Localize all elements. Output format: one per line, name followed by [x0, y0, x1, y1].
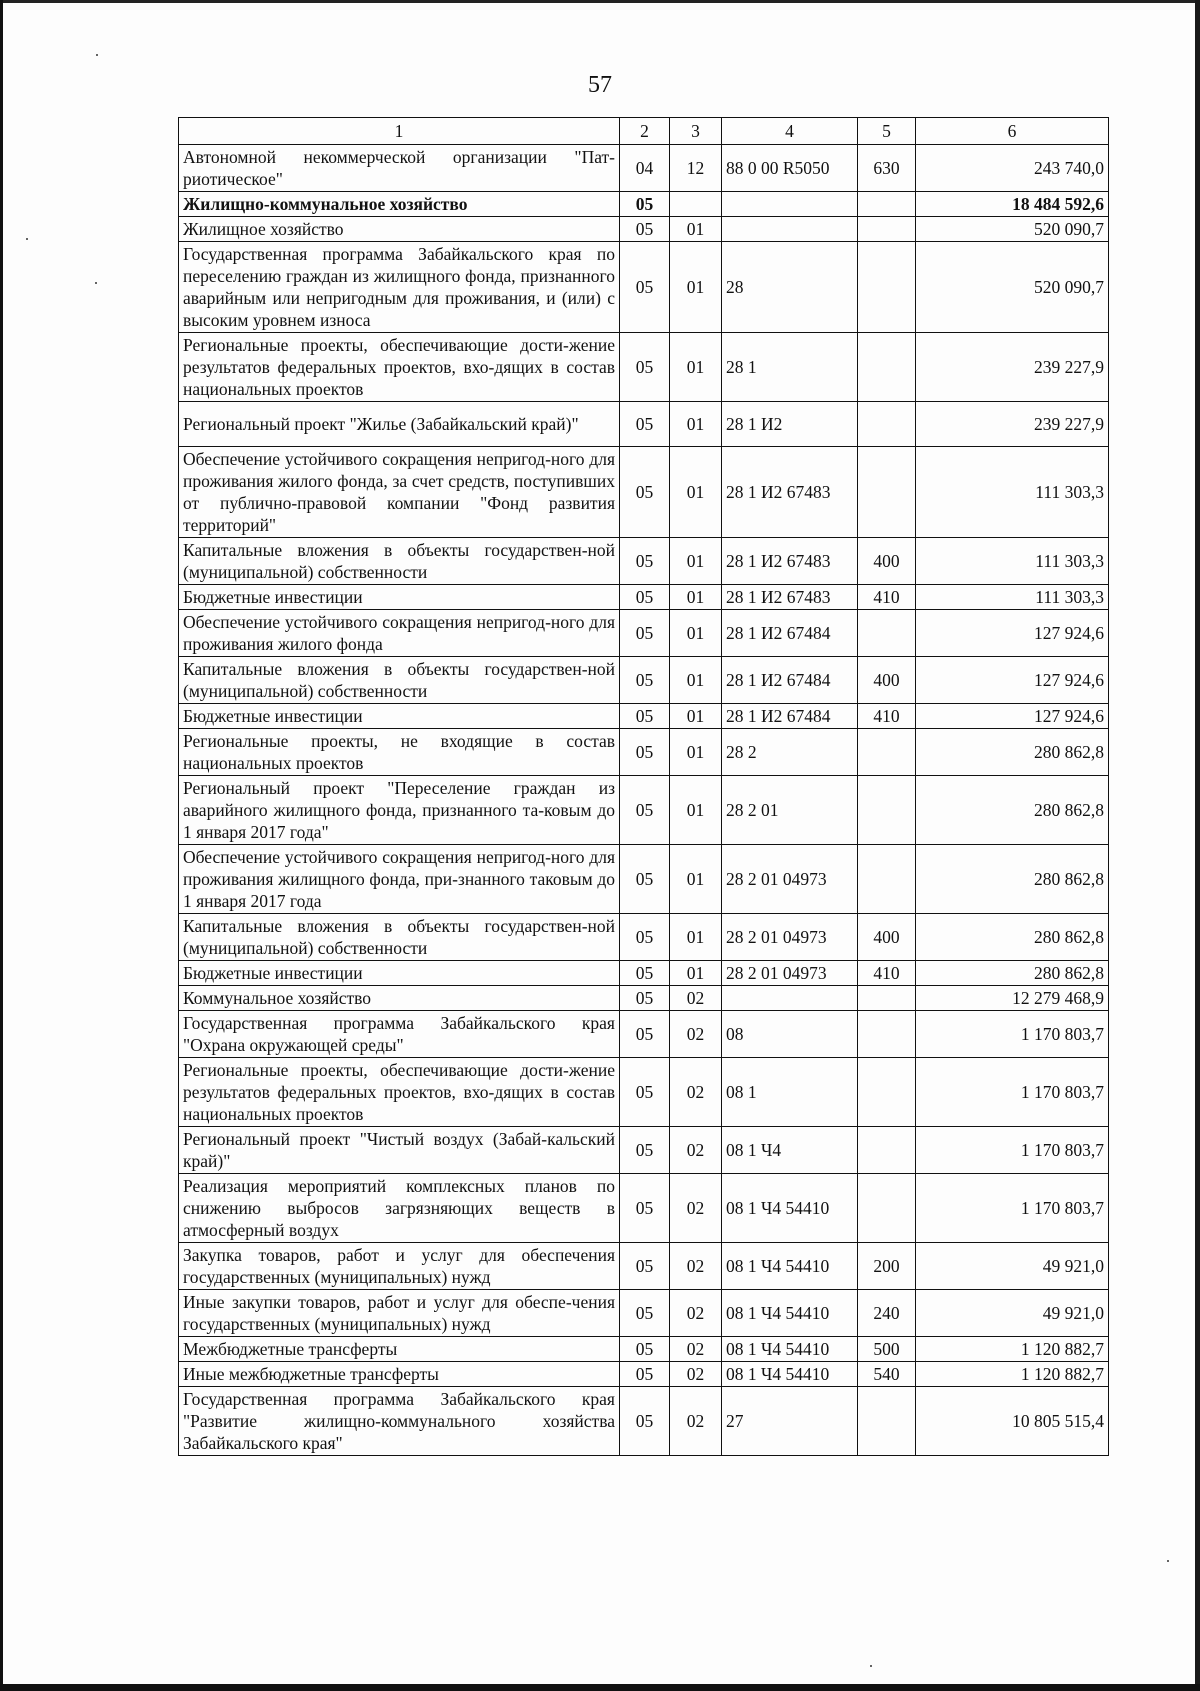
row-amount: 1 120 882,7: [916, 1337, 1109, 1362]
table-header-row: [179, 118, 1109, 145]
row-target-article: 28 2: [722, 729, 858, 776]
table-row: [179, 1290, 1109, 1337]
row-subsection: 01: [670, 704, 722, 729]
row-amount: 1 170 803,7: [916, 1127, 1109, 1174]
scan-speck: [26, 238, 28, 240]
scan-edge-right: [1195, 0, 1200, 1691]
row-name: Региональный проект "Жилье (Забайкальский край)": [179, 402, 620, 447]
row-amount: 239 227,9: [916, 333, 1109, 402]
row-subsection: 12: [670, 145, 722, 192]
row-target-article: 28 1 И2: [722, 402, 858, 447]
row-target-article: 28 2 01 04973: [722, 914, 858, 961]
table-row: [179, 986, 1109, 1011]
page-number: 57: [588, 72, 612, 98]
row-expense-type: 410: [858, 704, 916, 729]
table-row: [179, 1127, 1109, 1174]
row-name: Автономной некоммерческой организации "Пат-риотическое": [179, 145, 620, 192]
row-expense-type: [858, 1127, 916, 1174]
row-section: 05: [620, 1337, 670, 1362]
row-subsection: 02: [670, 1362, 722, 1387]
budget-table: [178, 117, 1109, 1456]
row-amount: 1 170 803,7: [916, 1011, 1109, 1058]
table-row: [179, 1337, 1109, 1362]
table-row: [179, 704, 1109, 729]
row-expense-type: 630: [858, 145, 916, 192]
row-amount: 127 924,6: [916, 610, 1109, 657]
row-amount: 1 170 803,7: [916, 1174, 1109, 1243]
row-amount: 280 862,8: [916, 729, 1109, 776]
row-section: 05: [620, 1011, 670, 1058]
row-name: Жилищное хозяйство: [179, 217, 620, 242]
row-section: 05: [620, 538, 670, 585]
row-name: Государственная программа Забайкальского края по переселению граждан из жилищного фонда, признанного аварийным или непригодным для проживания, и (или) с высоким уровнем износа: [179, 242, 620, 333]
row-subsection: 01: [670, 242, 722, 333]
row-expense-type: [858, 986, 916, 1011]
header-col-2: 2: [620, 118, 670, 145]
scan-speck: [96, 54, 98, 56]
row-amount: 111 303,3: [916, 447, 1109, 538]
table-row: [179, 1362, 1109, 1387]
row-expense-type: 400: [858, 538, 916, 585]
row-section: 05: [620, 1362, 670, 1387]
row-amount: 12 279 468,9: [916, 986, 1109, 1011]
row-subsection: 02: [670, 1387, 722, 1456]
row-expense-type: [858, 402, 916, 447]
row-amount: 111 303,3: [916, 585, 1109, 610]
row-expense-type: 400: [858, 657, 916, 704]
row-section: 05: [620, 776, 670, 845]
row-target-article: 08 1 Ч4 54410: [722, 1174, 858, 1243]
row-section: 05: [620, 986, 670, 1011]
row-section: 05: [620, 1243, 670, 1290]
row-name: Иные закупки товаров, работ и услуг для обеспе-чения государственных (муниципальных) нужд: [179, 1290, 620, 1337]
row-target-article: [722, 192, 858, 217]
scan-edge-bottom: [0, 1684, 1200, 1691]
row-expense-type: 240: [858, 1290, 916, 1337]
row-amount: 1 120 882,7: [916, 1362, 1109, 1387]
row-subsection: 02: [670, 1290, 722, 1337]
row-section: 05: [620, 192, 670, 217]
row-target-article: [722, 986, 858, 1011]
row-target-article: 28 1: [722, 333, 858, 402]
row-section: 05: [620, 729, 670, 776]
row-amount: 10 805 515,4: [916, 1387, 1109, 1456]
row-subsection: 01: [670, 961, 722, 986]
row-target-article: 28: [722, 242, 858, 333]
row-subsection: 01: [670, 585, 722, 610]
row-subsection: 01: [670, 610, 722, 657]
row-name: Реализация мероприятий комплексных планов по снижению выбросов загрязняющих веществ в атмосферный воздух: [179, 1174, 620, 1243]
row-target-article: 08 1: [722, 1058, 858, 1127]
row-name: Бюджетные инвестиции: [179, 961, 620, 986]
row-name: Капитальные вложения в объекты государствен-ной (муниципальной) собственности: [179, 914, 620, 961]
row-subsection: 01: [670, 333, 722, 402]
row-target-article: 08 1 Ч4 54410: [722, 1362, 858, 1387]
row-name: Иные межбюджетные трансферты: [179, 1362, 620, 1387]
row-section: 05: [620, 333, 670, 402]
row-subsection: 01: [670, 402, 722, 447]
row-target-article: 28 1 И2 67483: [722, 538, 858, 585]
row-subsection: 02: [670, 986, 722, 1011]
row-target-article: 28 2 01 04973: [722, 845, 858, 914]
table-row: [179, 585, 1109, 610]
row-subsection: 01: [670, 914, 722, 961]
header-col-5: 5: [858, 118, 916, 145]
row-target-article: 28 2 01 04973: [722, 961, 858, 986]
table-row: [179, 1243, 1109, 1290]
row-name: Региональный проект "Переселение граждан из аварийного жилищного фонда, признанного та-ковым до 1 января 2017 года": [179, 776, 620, 845]
table-row: [179, 845, 1109, 914]
scan-speck: [95, 282, 97, 284]
row-subsection: 02: [670, 1058, 722, 1127]
row-subsection: 02: [670, 1127, 722, 1174]
row-section: 05: [620, 1127, 670, 1174]
table-row: [179, 242, 1109, 333]
row-name: Бюджетные инвестиции: [179, 585, 620, 610]
row-section: 05: [620, 657, 670, 704]
header-col-6: 6: [916, 118, 1109, 145]
table-row: [179, 729, 1109, 776]
row-expense-type: [858, 192, 916, 217]
row-amount: 280 862,8: [916, 961, 1109, 986]
row-name: Межбюджетные трансферты: [179, 1337, 620, 1362]
row-target-article: 08: [722, 1011, 858, 1058]
row-target-article: [722, 217, 858, 242]
row-name: Региональные проекты, обеспечивающие дости-жение результатов федеральных проектов, вхо-дящих в состав национальных проектов: [179, 333, 620, 402]
row-name: Капитальные вложения в объекты государствен-ной (муниципальной) собственности: [179, 538, 620, 585]
row-target-article: 28 1 И2 67483: [722, 447, 858, 538]
table-row: [179, 538, 1109, 585]
table-row: [179, 333, 1109, 402]
row-name: Государственная программа Забайкальского края "Охрана окружающей среды": [179, 1011, 620, 1058]
table-row: [179, 961, 1109, 986]
row-target-article: 28 1 И2 67484: [722, 610, 858, 657]
row-section: 05: [620, 1387, 670, 1456]
table-body: [179, 145, 1109, 1456]
row-expense-type: [858, 242, 916, 333]
row-target-article: 28 1 И2 67484: [722, 657, 858, 704]
row-target-article: 28 2 01: [722, 776, 858, 845]
row-section: 05: [620, 610, 670, 657]
row-expense-type: [858, 1058, 916, 1127]
row-expense-type: 200: [858, 1243, 916, 1290]
table-row: [179, 1058, 1109, 1127]
row-target-article: 27: [722, 1387, 858, 1456]
row-subsection: [670, 192, 722, 217]
row-expense-type: [858, 729, 916, 776]
row-subsection: 02: [670, 1243, 722, 1290]
table-row: [179, 402, 1109, 447]
row-target-article: 08 1 Ч4: [722, 1127, 858, 1174]
table-row: [179, 145, 1109, 192]
row-target-article: 08 1 Ч4 54410: [722, 1337, 858, 1362]
table-row: [179, 1174, 1109, 1243]
row-section: 05: [620, 402, 670, 447]
row-amount: 49 921,0: [916, 1243, 1109, 1290]
row-subsection: 02: [670, 1174, 722, 1243]
row-amount: 1 170 803,7: [916, 1058, 1109, 1127]
row-section: 05: [620, 447, 670, 538]
row-name: Капитальные вложения в объекты государствен-ной (муниципальной) собственности: [179, 657, 620, 704]
scan-edge-left: [0, 0, 3, 1691]
row-expense-type: [858, 1174, 916, 1243]
row-amount: 280 862,8: [916, 914, 1109, 961]
row-expense-type: [858, 845, 916, 914]
row-subsection: 01: [670, 845, 722, 914]
row-name: Региональный проект "Чистый воздух (Забай-кальский край)": [179, 1127, 620, 1174]
row-amount: 280 862,8: [916, 845, 1109, 914]
row-name: Коммунальное хозяйство: [179, 986, 620, 1011]
table-row: [179, 192, 1109, 217]
row-amount: 280 862,8: [916, 776, 1109, 845]
row-subsection: 01: [670, 538, 722, 585]
row-name: Региональные проекты, обеспечивающие дости-жение результатов федеральных проектов, вхо-дящих в состав национальных проектов: [179, 1058, 620, 1127]
row-expense-type: 540: [858, 1362, 916, 1387]
row-section: 05: [620, 585, 670, 610]
row-section: 04: [620, 145, 670, 192]
row-expense-type: [858, 776, 916, 845]
scan-speck: [1167, 1560, 1169, 1562]
table-row: [179, 217, 1109, 242]
table-row: [179, 447, 1109, 538]
row-expense-type: 500: [858, 1337, 916, 1362]
row-amount: 127 924,6: [916, 657, 1109, 704]
header-col-1: 1: [179, 118, 620, 145]
row-expense-type: [858, 333, 916, 402]
row-target-article: 08 1 Ч4 54410: [722, 1290, 858, 1337]
row-subsection: 01: [670, 447, 722, 538]
row-name: Обеспечение устойчивого сокращения непригод-ного для проживания жилищного фонда, при-знанного таковым до 1 января 2017 года: [179, 845, 620, 914]
row-amount: 243 740,0: [916, 145, 1109, 192]
row-target-article: 28 1 И2 67484: [722, 704, 858, 729]
row-amount: 520 090,7: [916, 242, 1109, 333]
row-expense-type: 410: [858, 585, 916, 610]
row-subsection: 02: [670, 1337, 722, 1362]
row-amount: 520 090,7: [916, 217, 1109, 242]
row-name: Обеспечение устойчивого сокращения непригод-ного для проживания жилого фонда, за счет средств, поступивших от публично-правовой компании "Фонд развития территорий": [179, 447, 620, 538]
scan-speck: [870, 1665, 872, 1667]
row-target-article: 88 0 00 R5050: [722, 145, 858, 192]
row-section: 05: [620, 1058, 670, 1127]
row-target-article: 28 1 И2 67483: [722, 585, 858, 610]
table-row: [179, 914, 1109, 961]
row-subsection: 02: [670, 1011, 722, 1058]
header-col-3: 3: [670, 118, 722, 145]
scan-edge-top: [0, 0, 1200, 3]
header-col-4: 4: [722, 118, 858, 145]
row-amount: 18 484 592,6: [916, 192, 1109, 217]
row-amount: 127 924,6: [916, 704, 1109, 729]
table-row: [179, 1387, 1109, 1456]
row-name: Государственная программа Забайкальского края "Развитие жилищно-коммунального хозяйства Забайкальского края": [179, 1387, 620, 1456]
row-subsection: 01: [670, 729, 722, 776]
table-row: [179, 610, 1109, 657]
table-row: [179, 776, 1109, 845]
row-name: Обеспечение устойчивого сокращения непригод-ного для проживания жилого фонда: [179, 610, 620, 657]
row-section: 05: [620, 242, 670, 333]
row-section: 05: [620, 1174, 670, 1243]
row-target-article: 08 1 Ч4 54410: [722, 1243, 858, 1290]
row-subsection: 01: [670, 217, 722, 242]
row-expense-type: 410: [858, 961, 916, 986]
row-name: Региональные проекты, не входящие в состав национальных проектов: [179, 729, 620, 776]
row-amount: 49 921,0: [916, 1290, 1109, 1337]
table-row: [179, 1011, 1109, 1058]
row-section: 05: [620, 914, 670, 961]
row-amount: 239 227,9: [916, 402, 1109, 447]
table-row: [179, 657, 1109, 704]
row-expense-type: [858, 217, 916, 242]
row-section: 05: [620, 961, 670, 986]
row-expense-type: [858, 610, 916, 657]
row-expense-type: [858, 447, 916, 538]
row-section: 05: [620, 704, 670, 729]
row-section: 05: [620, 845, 670, 914]
row-section: 05: [620, 1290, 670, 1337]
row-expense-type: 400: [858, 914, 916, 961]
row-amount: 111 303,3: [916, 538, 1109, 585]
row-section: 05: [620, 217, 670, 242]
row-name: Бюджетные инвестиции: [179, 704, 620, 729]
row-expense-type: [858, 1011, 916, 1058]
row-subsection: 01: [670, 776, 722, 845]
row-subsection: 01: [670, 657, 722, 704]
row-name: Закупка товаров, работ и услуг для обеспечения государственных (муниципальных) нужд: [179, 1243, 620, 1290]
row-name: Жилищно-коммунальное хозяйство: [179, 192, 620, 217]
row-expense-type: [858, 1387, 916, 1456]
